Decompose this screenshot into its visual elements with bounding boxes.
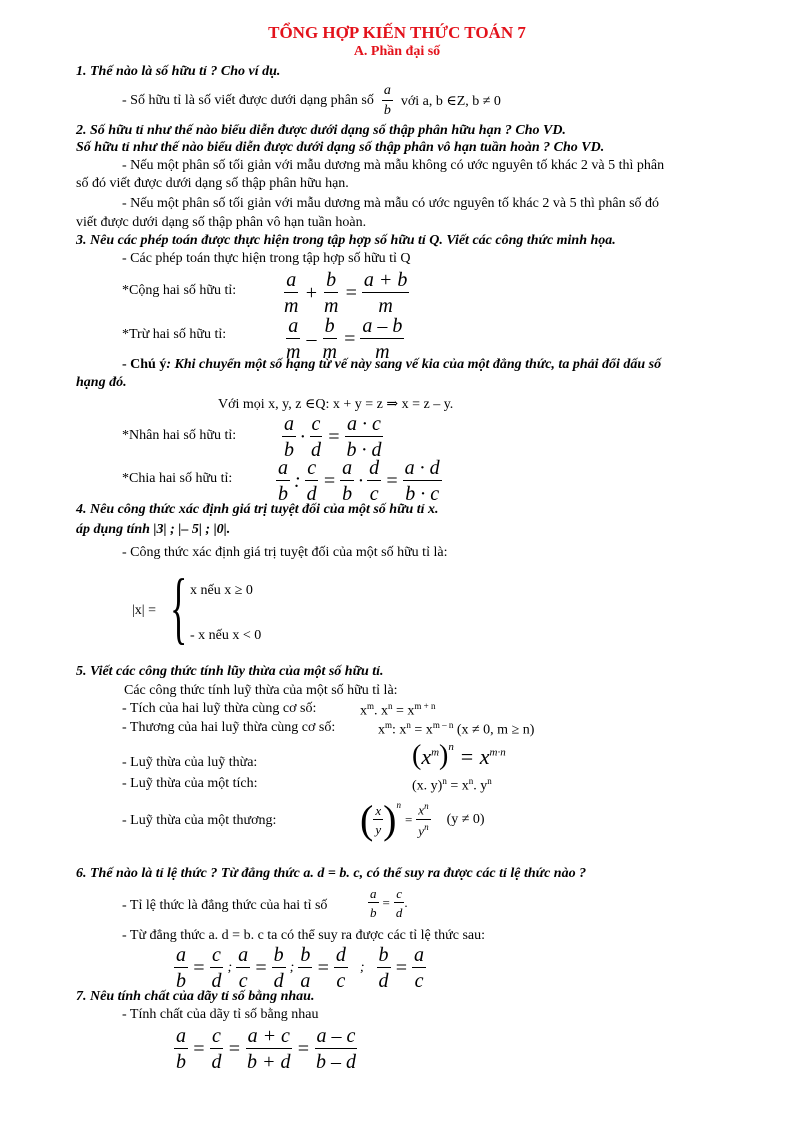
q3-rule: Với mọi x, y, z ∈Q: x + y = z ⇒ x = z – y.: [218, 397, 454, 412]
q4-case2: - x nếu x < 0: [190, 628, 262, 643]
q3-note-prefix: - Chú ý: [122, 357, 167, 372]
q5-product-power-label: - Luỹ thừa của một tích:: [122, 776, 258, 791]
q1-heading: 1. Thế nào là số hữu tỉ ? Cho ví dụ.: [76, 64, 281, 79]
q5-quotient-label: - Thương của hai luỹ thừa cùng cơ số:: [122, 720, 336, 735]
q2-heading-2: Số hữu tỉ như thế nào biểu diễn được dưới dạng số thập phân vô hạn tuần hoàn ? Cho VD.: [76, 140, 605, 155]
q3-note-line2: hạng đó.: [76, 375, 127, 390]
q5-quotient-power-formula: ( $\frac{x}{y}$ ) $^n$ = $\frac{x^n}{y^n}$ (y ≠ 0): [360, 797, 485, 842]
q2-para1-line1: - Nếu một phân số tối giản với mẫu dương mà mẫu không có ước nguyên tố khác 2 và 5 thì phân: [122, 158, 665, 173]
q3-note-line1: [122, 357, 661, 373]
q5-power-formula: $(x^m)^n = x^{m\cdot n}$: [412, 740, 506, 771]
q5-power-label: - Luỹ thừa của luỹ thừa:: [122, 755, 258, 770]
q7-formula: $\frac{a}{b}$ = $\frac{c}{d}$ = $\frac{a + c}{b + d}$ = $\frac{a - c}{b - d}$: [176, 1025, 356, 1073]
q5-intro: Các công thức tính luỹ thừa của một số hữu tỉ là:: [124, 683, 398, 698]
q3-div-formula: $\frac{a}{b}$ : $\frac{c}{d}$ = $\frac{a}{b}$ · $\frac{d}{c}$ = $\frac{a \cdot d}{b \cdot c}$: [278, 457, 440, 505]
q1-frac-den: b: [383, 103, 391, 118]
q3-heading: 3. Nêu các phép toán được thực hiện trong tập hợp số hữu tỉ Q. Viết các công thức minh họa.: [76, 233, 616, 248]
q6-from: - Từ đẳng thức a. d = b. c ta có thể suy ra được các tỉ lệ thức sau:: [122, 928, 485, 943]
q3-intro: - Các phép toán thực hiện trong tập hợp số hữu tỉ Q: [122, 251, 411, 266]
q3-mul-label: *Nhân hai số hữu tỉ:: [122, 428, 237, 443]
q1-frac-num: a: [382, 84, 393, 101]
q5-product-formula: $x^m$. $x^n = x^{m + n}$: [360, 701, 436, 719]
q1-definition: [122, 84, 501, 118]
q3-add-label: *Cộng hai số hữu tỉ:: [122, 283, 237, 298]
q5-heading: 5. Viết các công thức tính lũy thừa của một số hữu tỉ.: [76, 664, 384, 679]
page-subtitle: A. Phần đại số: [353, 44, 441, 59]
q5-quotient-condition: (x ≠ 0, m ≥ n): [456, 722, 535, 738]
q4-apply: áp dụng tính |3| ; |– 5| ; |0|.: [76, 522, 231, 537]
q3-add-formula: $\frac{a}{m}$ + $\frac{b}{m}$ = $\frac{a + b}{m}$: [284, 269, 408, 317]
q5-quotient-formula: $x^m$: $x^n = x^{m - n}$ (x ≠ 0, m ≥ n): [378, 720, 535, 738]
q6-heading: 6. Thế nào là tỉ lệ thức ? Từ đẳng thức a. d = b. c, có thể suy ra được các tỉ lệ thức nào ?: [76, 866, 587, 881]
q5-product-label: - Tích của hai luỹ thừa cùng cơ số:: [122, 701, 317, 716]
q3-mul-formula: $\frac{a}{b}$ · $\frac{c}{d}$ = $\frac{a \cdot c}{b \cdot d}$: [284, 413, 382, 461]
q3-note-text: : Khi chuyển một số hạng từ vế này sang vế kia của một đẳng thức, ta phải đổi dấu số: [166, 357, 662, 372]
q6-definition-formula: $\frac{a}{b}$ = $\frac{c}{d}$ .: [370, 886, 408, 920]
q4-brace: {: [170, 564, 188, 652]
q5-quotient-power-label: - Luỹ thừa của một thương:: [122, 813, 277, 828]
q3-div-label: *Chia hai số hữu tỉ:: [122, 471, 233, 486]
q2-para2-line1: - Nếu một phân số tối giản với mẫu dương mà mẫu có ước nguyên tố khác 2 và 5 thì phân số đó: [122, 196, 660, 211]
q4-lhs: |x| =: [132, 603, 157, 618]
q4-intro: - Công thức xác định giá trị tuyệt đối của một số hữu tỉ là:: [122, 545, 448, 560]
page-title: TỔNG HỢP KIẾN THỨC TOÁN 7: [268, 23, 526, 42]
q6-proportions: $\frac{a}{b}$ = $\frac{c}{d}$ ; $\frac{a}{c}$ = $\frac{b}{d}$ ; $\frac{b}{a}$ = $\frac{d}{c}$ ; $\frac{b}{d}$ = $\frac{a}{c}$: [176, 944, 425, 992]
q2-heading-1: 2. Số hữu tỉ như thế nào biểu diễn được dưới dạng số thập phân hữu hạn ? Cho VD.: [76, 123, 566, 138]
q1-text: - Số hữu tỉ là số viết được dưới dạng phân số: [122, 93, 374, 108]
q4-case1: x nếu x ≥ 0: [190, 583, 253, 598]
q3-sub-label: *Trừ hai số hữu tỉ:: [122, 327, 227, 342]
q7-heading: 7. Nêu tính chất của dãy tỉ số bằng nhau.: [76, 989, 315, 1004]
q4-heading: 4. Nêu công thức xác định giá trị tuyệt đối của một số hữu tỉ x.: [76, 502, 439, 517]
q5-product-power-formula: (x. $y)^n = x^n$. $y^n$: [412, 776, 492, 794]
q2-para2-line2: viết được dưới dạng số thập phân vô hạn tuần hoàn.: [76, 215, 367, 230]
q2-para1-line2: số đó viết được dưới dạng số thập phân hữu hạn.: [76, 176, 349, 191]
q3-sub-formula: $\frac{a}{m}$ – $\frac{b}{m}$ = $\frac{a - b}{m}$: [286, 315, 403, 363]
q1-condition: với a, b ∈Z, b ≠ 0: [400, 93, 501, 109]
q1-fraction: [382, 84, 393, 118]
q7-intro: - Tính chất của dãy tỉ số bằng nhau: [122, 1007, 319, 1022]
q6-definition: - Tỉ lệ thức là đẳng thức của hai tỉ số: [122, 898, 328, 913]
q5-quotient-power-condition: (y ≠ 0): [446, 811, 485, 827]
